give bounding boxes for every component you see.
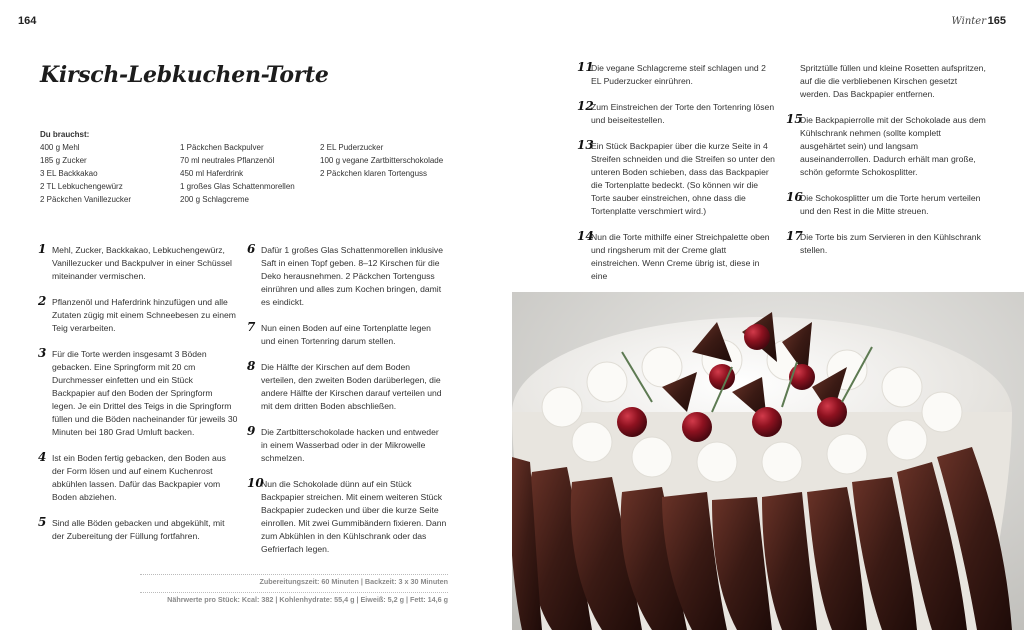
recipe-step — [786, 192, 986, 218]
ingredient-item: 2 TL Lebkuchengewürz — [40, 182, 123, 191]
steps-column-2 — [247, 244, 447, 569]
recipe-step — [577, 231, 777, 283]
step-text: Die Hälfte der Kirschen auf dem Boden verteilen, den zweiten Boden darüberlegen, die andere Hälfte der Kirschen darauf verteilen und mit dem dritten Boden abschließen. — [261, 362, 442, 411]
step-text: Die vegane Schlagcreme steif schlagen und 2 EL Puderzucker einrühren. — [591, 63, 766, 86]
ingredient-item: 2 Päckchen klaren Tortenguss — [320, 169, 428, 178]
ingredient-item: 2 EL Puderzucker — [320, 143, 384, 152]
step-number: 5 — [38, 515, 47, 529]
step-number: 7 — [247, 320, 256, 334]
step-number: 8 — [247, 359, 256, 373]
step-text: Mehl, Zucker, Backkakao, Lebkuchengewürz, Vanillezucker und Backpulver in einer Schüssel miteinander vermischen. — [52, 245, 232, 281]
step-text: Nun die Torte mithilfe einer Streichpalette oben und ringsherum mit der Creme glatt einstreichen. Wenn Creme übrig ist, diese in eine — [591, 232, 770, 281]
ingredient-item: 450 ml Haferdrink — [180, 169, 244, 178]
ingredient-item: 70 ml neutrales Pflanzenöl — [180, 156, 275, 165]
running-head: Winter — [951, 16, 986, 27]
ingredients-columns — [40, 141, 480, 206]
step-text: Die Torte bis zum Servieren in den Kühlschrank stellen. — [800, 232, 981, 255]
nutrition-info: Nährwerte pro Stück: Kcal: 382 | Kohlenhydrate: 55,4 g | Eiweiß: 5,2 g | Fett: 14,6 g — [140, 592, 448, 605]
step-number: 14 — [577, 229, 594, 243]
cake-photo — [512, 292, 1024, 630]
step-text: Ist ein Boden fertig gebacken, den Boden aus der Form lösen und auf einem Kuchenrost abkühlen lassen. Dafür das Backpapier vom Boden abziehen. — [52, 453, 226, 502]
page-number-right: 165 — [987, 15, 1006, 27]
recipe-title: Kirsch-Lebkuchen-Torte — [40, 62, 329, 88]
step-number: 11 — [577, 60, 594, 74]
step-text: Nun einen Boden auf eine Tortenplatte legen und einen Tortenring darum stellen. — [261, 323, 431, 346]
step-text: Die Zartbitterschokolade hacken und entweder in einem Wasserbad oder in der Mikrowelle schmelzen. — [261, 427, 439, 463]
step-number: 3 — [38, 346, 47, 360]
recipe-step — [577, 140, 777, 218]
ingredients-heading: Du brauchst: — [40, 130, 90, 139]
prep-info: Zubereitungszeit: 60 Minuten | Backzeit: 3 x 30 Minuten — [140, 574, 448, 587]
recipe-step — [577, 101, 777, 127]
step-number: 12 — [577, 99, 594, 113]
page-number-left: 164 — [18, 15, 37, 27]
ingredient-item: 2 Päckchen Vanillezucker — [40, 195, 132, 204]
step-number: 4 — [38, 450, 47, 464]
ingredient-item: 100 g vegane Zartbitterschokolade — [320, 156, 444, 165]
step-text: Die Schokosplitter um die Torte herum verteilen und den Rest in die Mitte streuen. — [800, 193, 981, 216]
recipe-step — [38, 517, 238, 543]
ingredient-item: 200 g Schlagcreme — [180, 195, 249, 204]
recipe-step — [786, 114, 986, 179]
recipe-step — [247, 244, 447, 309]
ingredients-column — [180, 141, 320, 206]
recipe-step — [38, 348, 238, 439]
recipe-step — [577, 62, 777, 88]
step-text: Nun die Schokolade dünn auf ein Stück Backpapier streichen. Mit einem weiteren Stück Backpapier zudecken und über die kurze Seite einrollen. Mit zwei Gummibändern fixieren. Dann zum Abkühlen in den Kühlschrank oder das Gefrierfach legen. — [261, 479, 447, 554]
step-number: 13 — [577, 138, 594, 152]
steps-column-4 — [786, 62, 986, 270]
recipe-step — [38, 244, 238, 283]
step-text: Pflanzenöl und Haferdrink hinzufügen und alle Zutaten zügig mit einem Schneebesen zu einem Teig verarbeiten. — [52, 297, 236, 333]
step-number: 10 — [247, 476, 264, 490]
step-number: 16 — [786, 190, 803, 204]
step-number: 2 — [38, 294, 47, 308]
step-text: Zum Einstreichen der Torte den Tortenring lösen und beiseitestellen. — [591, 102, 775, 125]
cake-illustration — [512, 292, 1024, 630]
ingredients-block — [40, 128, 480, 206]
ingredient-item: 185 g Zucker — [40, 156, 87, 165]
step-number: 15 — [786, 112, 803, 126]
recipe-step — [247, 426, 447, 465]
ingredient-item: 1 großes Glas Schattenmorellen — [180, 182, 295, 191]
ingredients-column — [320, 141, 460, 206]
step-text: Spritztülle füllen und kleine Rosetten aufspritzen, auf die die verbliebenen Kirschen gesetzt werden. Das Backpapier entfernen. — [800, 63, 986, 99]
step-text: Für die Torte werden insgesamt 3 Böden gebacken. Eine Springform mit 20 cm Durchmesser einfetten und ein Stück Backpapier auf den Boden der Springform legen. Je ein Drittel des Teigs in die Springform füllen und die Böden nacheinander für jeweils 30 Minuten bei 180 Grad Umluft backen. — [52, 349, 238, 437]
step-text: Dafür 1 großes Glas Schattenmorellen inklusive Saft in einen Topf geben. 8–12 Kirschen für die Deko herausnehmen. 2 Päckchen Tortenguss einrühren und alles zum Kochen bringen, damit es eindickt. — [261, 245, 443, 307]
step-text: Die Backpapierrolle mit der Schokolade aus dem Kühlschrank nehmen (sollte komplett ausgehärtet sein) und langsam auseinanderrollen. Dadurch erhält man große, schön geformte Schokosplitter. — [800, 115, 986, 177]
step-text: Ein Stück Backpapier über die kurze Seite in 4 Streifen schneiden und die Streifen so unter den unteren Boden schieben, dass das Backpapier die Tortenplatte bedeckt. (So können wir die Torte sauber einstreichen, ohne dass die Tortenplatte verschmiert wird.) — [591, 141, 775, 216]
steps-column-1 — [38, 244, 238, 556]
recipe-step — [38, 296, 238, 335]
ingredient-item: 400 g Mehl — [40, 143, 80, 152]
step-number: 17 — [786, 229, 803, 243]
ingredient-item: 1 Päckchen Backpulver — [180, 143, 264, 152]
ingredient-item: 3 EL Backkakao — [40, 169, 98, 178]
steps-column-3 — [577, 62, 777, 296]
recipe-step-continued — [786, 62, 986, 101]
recipe-step — [786, 231, 986, 257]
recipe-step — [247, 322, 447, 348]
step-number: 9 — [247, 424, 256, 438]
step-text: Sind alle Böden gebacken und abgekühlt, mit der Zubereitung der Füllung fortfahren. — [52, 518, 225, 541]
step-number: 6 — [247, 242, 256, 256]
ingredients-column — [40, 141, 180, 206]
recipe-step — [38, 452, 238, 504]
step-number: 1 — [38, 242, 47, 256]
recipe-step — [247, 361, 447, 413]
recipe-step — [247, 478, 447, 556]
